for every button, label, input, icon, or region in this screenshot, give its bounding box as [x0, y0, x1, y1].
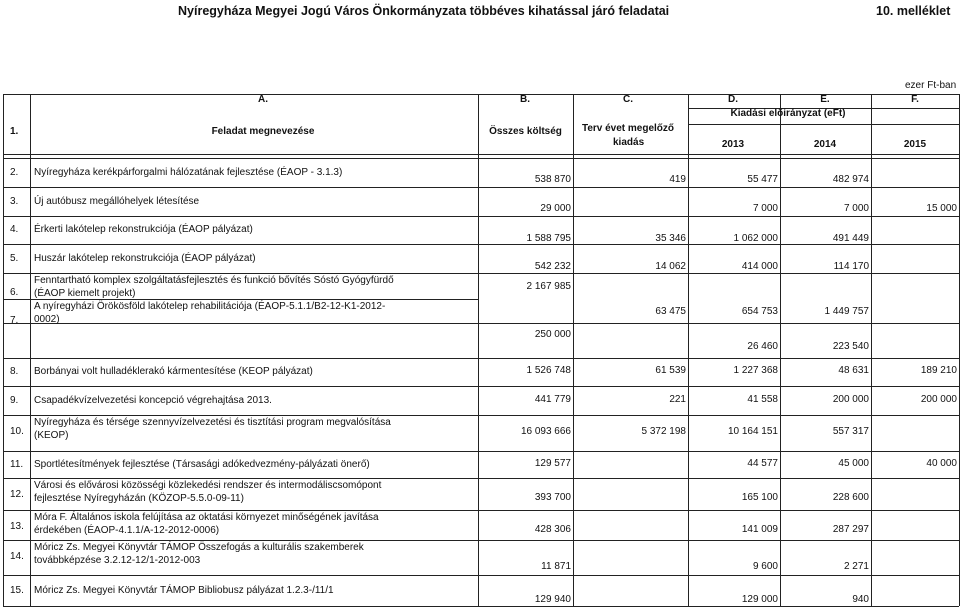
cell-y2014: 45 000	[838, 458, 869, 469]
unit-label: ezer Ft-ban	[905, 80, 957, 91]
grid-line	[3, 510, 959, 511]
row-number: 11.	[10, 459, 24, 470]
task-name: Sportlétesítmények fejlesztése (Társasági adókedvezmény-pályázati önerő)	[34, 459, 370, 470]
cell-y2015: 200 000	[920, 394, 957, 405]
cell-total: 29 000	[540, 203, 571, 214]
row-number: 6.	[10, 287, 19, 298]
grid-line	[3, 216, 959, 217]
cell-y2013: 9 600	[752, 561, 778, 572]
cell-y2014: 491 449	[832, 233, 869, 244]
col-letter-e: E.	[820, 94, 830, 105]
header-task-name: Feladat megnevezése	[211, 126, 315, 137]
col-letter-c: C.	[623, 94, 633, 105]
cell-prior: 63 475	[655, 306, 686, 317]
task-name: Móricz Zs. Megyei Könyvtár TÁMOP Bibliobusz pályázat 1.2.3-/11/1	[34, 585, 334, 596]
cell-total: 542 232	[534, 261, 571, 272]
cell-total: 2 167 985	[526, 281, 571, 292]
col-letter-a: A.	[258, 94, 268, 105]
row-number: 8.	[10, 366, 19, 377]
grid-line	[3, 187, 959, 188]
task-name: Új autóbusz megállóhelyek létesítése	[34, 196, 200, 207]
header-prior-spending-line1: Terv évet megelőző	[581, 123, 675, 134]
cell-total: 1 526 748	[526, 365, 571, 376]
grid-line	[3, 323, 959, 324]
grid-line	[871, 94, 872, 606]
cell-y2013: 1 227 368	[733, 365, 778, 376]
task-name: Huszár lakótelep rekonstrukciója (ÉAOP pályázat)	[34, 253, 256, 264]
cell-y2013: 414 000	[741, 261, 778, 272]
grid-line	[3, 154, 959, 155]
cell-y2013: 165 100	[741, 492, 778, 503]
cell-total: 16 093 666	[520, 426, 571, 437]
row-number: 7.	[10, 315, 19, 326]
grid-line	[3, 540, 959, 541]
row-number: 2.	[10, 167, 19, 178]
cell-y2014: 223 540	[832, 341, 869, 352]
task-name: Borbányai volt hulladéklerakó kármentesítése (KEOP pályázat)	[34, 366, 313, 377]
cell-y2013: 654 753	[741, 306, 778, 317]
cell-y2015: 189 210	[920, 365, 957, 376]
task-name-continued: (ÉAOP kiemelt projekt)	[34, 288, 136, 299]
cell-y2014: 200 000	[832, 394, 869, 405]
row-number: 5.	[10, 253, 19, 264]
grid-line	[3, 478, 959, 479]
cell-y2014: 228 600	[832, 492, 869, 503]
grid-line	[3, 273, 959, 274]
grid-line	[3, 451, 959, 452]
cell-prior: 61 539	[655, 365, 686, 376]
cell-total: 393 700	[534, 492, 571, 503]
row-number: 4.	[10, 224, 19, 235]
cell-prior: 35 346	[655, 233, 686, 244]
cell-y2013: 10 164 151	[727, 426, 778, 437]
row-number: 13.	[10, 521, 24, 532]
task-name-continued: 0002)	[34, 314, 60, 325]
task-name: Fenntartható komplex szolgáltatásfejlesztés és funkció bővítés Sóstó Gyógyfürdő	[34, 275, 394, 286]
cell-y2013: 129 000	[741, 594, 778, 605]
task-name-continued: (KEOP)	[34, 430, 69, 441]
cell-y2013: 141 009	[741, 524, 778, 535]
task-name: A nyíregyházi Örökösföld lakótelep rehabilitációja (ÉAOP-5.1.1/B2-12-K1-2012-	[34, 301, 386, 312]
row-number: 15.	[10, 585, 24, 596]
row-number: 12.	[10, 489, 24, 500]
document-title: Nyíregyháza Megyei Jogú Város Önkormányzata többéves kihatással járó feladatai	[178, 4, 670, 18]
grid-line	[3, 386, 959, 387]
cell-total: 428 306	[534, 524, 571, 535]
task-name: Móricz Zs. Megyei Könyvtár TÁMOP Összefogás a kulturális szakemberek	[34, 542, 364, 553]
row-number: 10.	[10, 426, 24, 437]
cell-prior: 221	[669, 394, 686, 405]
header-year-2015: 2015	[903, 139, 927, 150]
cell-total: 129 577	[534, 458, 571, 469]
row-number: 3.	[10, 196, 19, 207]
cell-y2013: 41 558	[747, 394, 778, 405]
header-prior-spending-line2: kiadás	[613, 137, 645, 148]
cell-y2014: 940	[852, 594, 869, 605]
grid-line	[3, 358, 959, 359]
row-number: 9.	[10, 395, 19, 406]
grid-line	[573, 94, 574, 606]
task-name: Városi és elővárosi közösségi közlekedési rendszer és intermodáliscsomópont	[34, 480, 382, 491]
cell-prior: 419	[669, 174, 686, 185]
cell-y2015: 15 000	[926, 203, 957, 214]
cell-prior: 5 372 198	[641, 426, 686, 437]
cell-y2013: 44 577	[747, 458, 778, 469]
cell-total: 129 940	[534, 594, 571, 605]
cell-y2014: 557 317	[832, 426, 869, 437]
grid-line	[3, 158, 959, 159]
task-name-continued: fejlesztése Nyíregyházán (KÖZOP-5.5.0-09-11)	[34, 493, 244, 504]
cell-y2013: 7 000	[752, 203, 778, 214]
cell-y2014: 287 297	[832, 524, 869, 535]
task-name: Nyíregyháza kerékpárforgalmi hálózatának fejlesztése (ÉAOP - 3.1.3)	[34, 167, 343, 178]
task-name: Érkerti lakótelep rekonstrukciója (ÉAOP pályázat)	[34, 224, 253, 235]
cell-y2014: 482 974	[832, 174, 869, 185]
grid-line	[688, 124, 959, 125]
grid-line	[30, 94, 31, 606]
col-letter-f: F.	[911, 94, 919, 105]
header-year-2014: 2014	[813, 139, 837, 150]
cell-y2013: 1 062 000	[733, 233, 778, 244]
grid-line	[3, 415, 959, 416]
cell-total: 441 779	[534, 394, 571, 405]
row-number: 14.	[10, 551, 24, 562]
col-letter-b: B.	[520, 94, 530, 105]
budget-table	[3, 94, 959, 606]
cell-y2013: 26 460	[747, 341, 778, 352]
annex-label: 10. melléklet	[876, 4, 951, 18]
cell-y2014: 48 631	[838, 365, 869, 376]
header-row-number: 1.	[10, 126, 19, 137]
cell-total: 538 870	[534, 174, 571, 185]
task-name-continued: érdekében (ÉAOP-4.1.1/A-12-2012-0006)	[34, 525, 220, 536]
cell-total: 11 871	[541, 561, 571, 572]
header-total-cost: Összes költség	[489, 126, 562, 137]
col-letter-d: D.	[728, 94, 738, 105]
task-name: Csapadékvízelvezetési koncepció végrehajtása 2013.	[34, 395, 272, 406]
cell-y2014: 2 271	[843, 561, 869, 572]
cell-prior: 14 062	[655, 261, 686, 272]
grid-line	[3, 575, 959, 576]
cell-total: 1 588 795	[526, 233, 571, 244]
cell-y2015: 40 000	[926, 458, 957, 469]
cell-y2014: 1 449 757	[824, 306, 869, 317]
task-name: Móra F. Általános iskola felújítása az oktatási környezet minőségének javítása	[34, 512, 379, 523]
header-appropriation-group: Kiadási előirányzat (eFt)	[730, 108, 846, 119]
cell-y2014: 114 170	[833, 261, 869, 272]
cell-y2014: 7 000	[843, 203, 869, 214]
cell-total: 250 000	[534, 329, 571, 340]
header-year-2013: 2013	[721, 139, 745, 150]
task-name: Nyíregyháza és térsége szennyvízelvezetési és tisztítási program megvalósítása	[34, 417, 391, 428]
cell-y2013: 55 477	[747, 174, 778, 185]
task-name-continued: továbbképzése 3.2.12-12/1-2012-003	[34, 555, 201, 566]
grid-line	[3, 94, 4, 606]
